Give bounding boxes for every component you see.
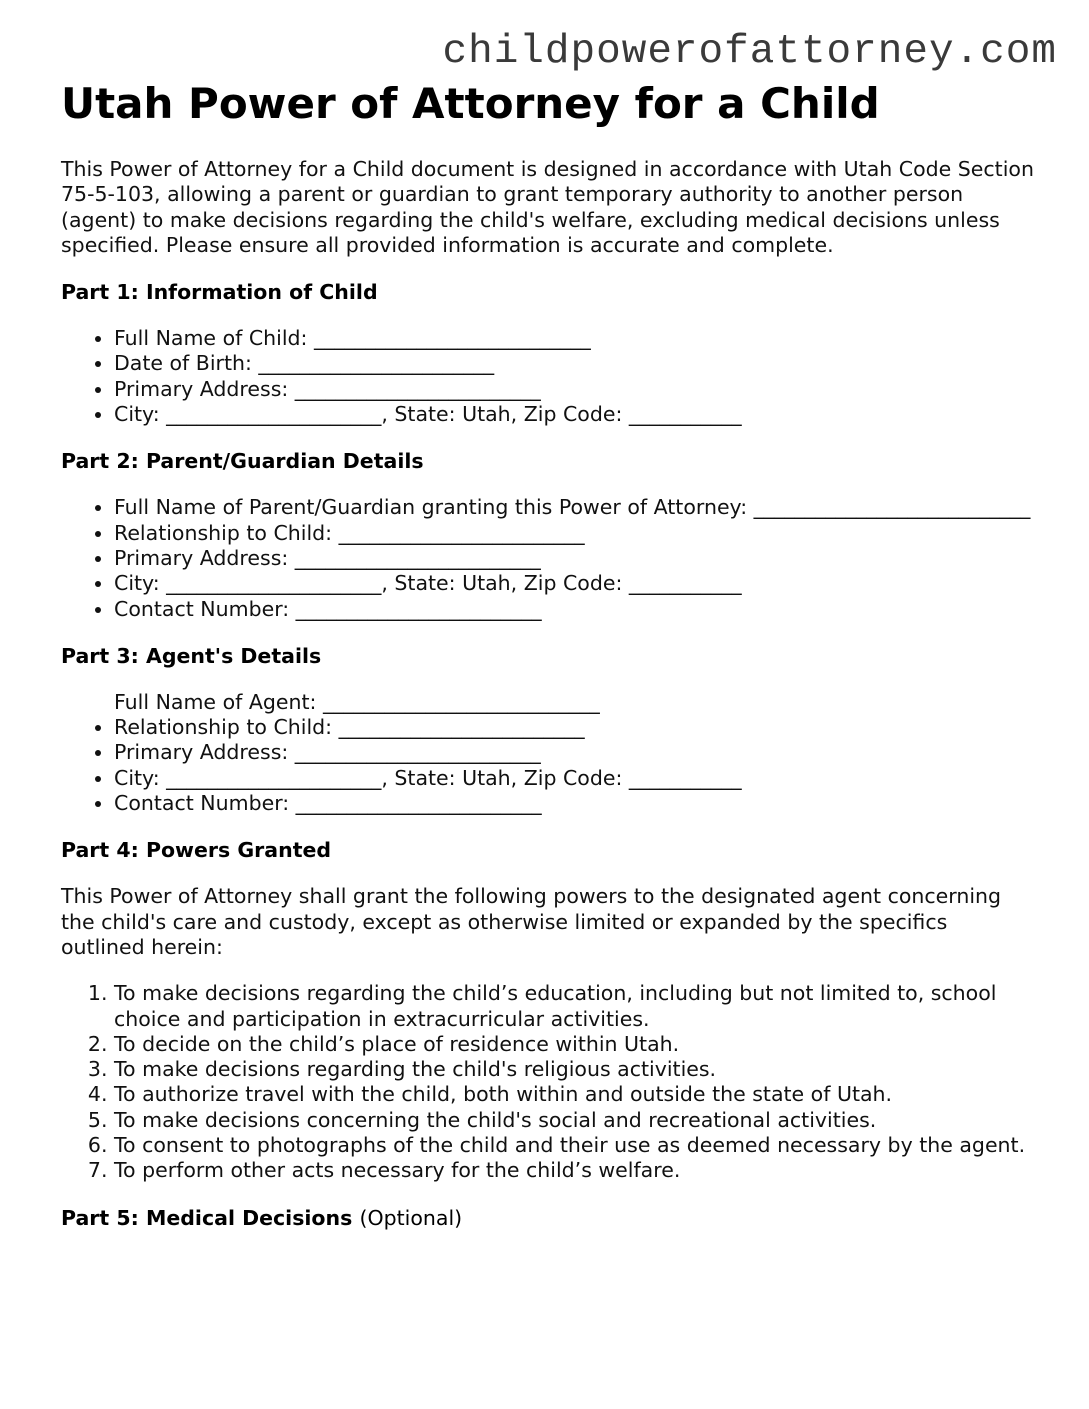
field-child-primary-address: • Primary Address: ________________________ — [114, 377, 1036, 402]
field-child-full-name: • Full Name of Child: ___________________________ — [114, 326, 1036, 351]
field-agent-contact-number: • Contact Number: ________________________ — [114, 791, 1036, 816]
field-agent-primary-address: • Primary Address: ________________________ — [114, 740, 1036, 765]
power-item: 5. To make decisions concerning the child's social and recreational activities. — [114, 1108, 1036, 1133]
site-watermark: childpowerofattorney.com — [442, 29, 1057, 75]
field-parent-city-state-zip: • City: _____________________, State: Utah, Zip Code: ___________ — [114, 571, 1036, 596]
field-parent-relationship: • Relationship to Child: ________________________ — [114, 521, 1036, 546]
document-page — [61, 78, 1036, 1231]
part4-heading: Part 4: Powers Granted — [61, 838, 332, 863]
power-item: 4. To authorize travel with the child, both within and outside the state of Utah. — [114, 1082, 1036, 1107]
part1-heading: Part 1: Information of Child — [61, 280, 378, 305]
field-child-date-of-birth: • Date of Birth: _______________________ — [114, 351, 1036, 376]
power-item: 1. To make decisions regarding the child’s education, including but not limited to, school choice and participation in extracurricular activities. — [114, 981, 1036, 1032]
intro-paragraph: This Power of Attorney for a Child document is designed in accordance with Utah Code Section 75-5-103, allowing a parent or guardian to grant temporary authority to another person (agent) to make decisions regarding the child's welfare, excluding medical decisions unless specified. Please ensure all provided information is accurate and complete. — [61, 157, 1034, 257]
part3-heading: Part 3: Agent's Details — [61, 643, 322, 668]
power-item: 3. To make decisions regarding the child's religious activities. — [114, 1057, 1036, 1082]
part1-field-list — [61, 326, 1036, 427]
powers-list — [61, 981, 1036, 1183]
field-agent-city-state-zip: • City: _____________________, State: Utah, Zip Code: ___________ — [114, 766, 1036, 791]
field-parent-full-name: • Full Name of Parent/Guardian granting this Power of Attorney: ___________________________ — [114, 495, 1036, 520]
part5-heading-text: Part 5: Medical Decisions — [61, 1205, 353, 1230]
part2-field-list — [61, 495, 1036, 621]
field-agent-relationship: • Relationship to Child: ________________________ — [114, 715, 1036, 740]
field-child-city-state-zip: • City: _____________________, State: Utah, Zip Code: ___________ — [114, 402, 1036, 427]
part4-intro: This Power of Attorney shall grant the following powers to the designated agent concerning the child's care and custody, except as otherwise limited or expanded by the specifics outlined herein: — [61, 884, 1002, 959]
power-item: 6. To consent to photographs of the child and their use as deemed necessary by the agent. — [114, 1133, 1036, 1158]
part5-heading — [61, 1206, 1036, 1231]
field-parent-primary-address: • Primary Address: ________________________ — [114, 546, 1036, 571]
part5-optional-note: (Optional) — [359, 1205, 463, 1230]
field-agent-full-name: Full Name of Agent: ___________________________ — [114, 689, 600, 714]
part3-field-list — [61, 690, 1036, 816]
field-parent-contact-number: • Contact Number: ________________________ — [114, 597, 1036, 622]
power-item: 2. To decide on the child’s place of residence within Utah. — [114, 1032, 1036, 1057]
document-title: Utah Power of Attorney for a Child — [61, 79, 880, 128]
power-item: 7. To perform other acts necessary for the child’s welfare. — [114, 1158, 1036, 1183]
part2-heading: Part 2: Parent/Guardian Details — [61, 449, 424, 474]
